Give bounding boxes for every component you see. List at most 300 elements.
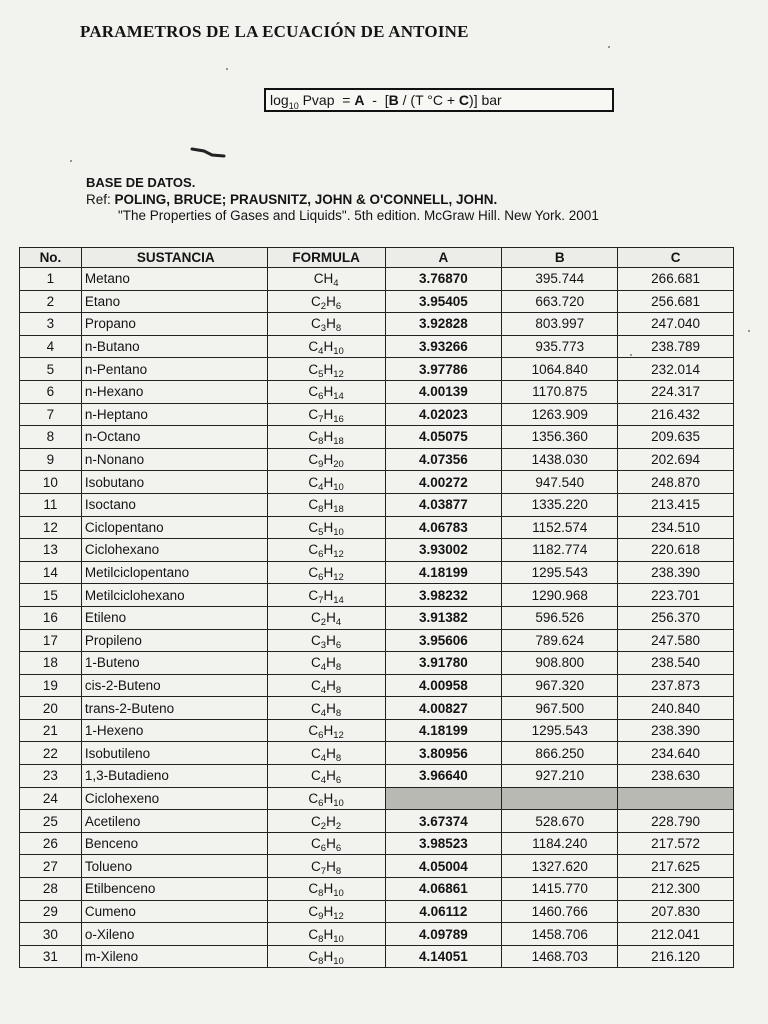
formula-subscript: 4 [320, 707, 327, 719]
row-formula [267, 606, 385, 629]
row-number: 29 [20, 900, 82, 923]
row-param-a: 4.06861 [385, 878, 502, 901]
formula-subscript: 8 [335, 752, 342, 764]
formula-subscript: 7 [318, 413, 324, 425]
row-param-b: 1415.770 [502, 878, 618, 901]
formula-element: C [308, 587, 319, 603]
row-substance: Etano [81, 290, 267, 313]
row-param-a: 3.98523 [385, 832, 502, 855]
row-param-a: 4.00958 [385, 674, 502, 697]
table-body [20, 268, 734, 968]
row-formula [267, 652, 385, 675]
row-number: 30 [20, 923, 82, 946]
reference-label: Ref: [86, 192, 111, 207]
row-formula [267, 923, 385, 946]
formula-subscript: 3 [320, 639, 327, 651]
row-param-c: 238.390 [618, 561, 734, 584]
formula-element: C [308, 497, 319, 513]
row-param-c: 224.317 [618, 380, 734, 403]
formula-element: C [308, 926, 319, 942]
table-row [20, 832, 734, 855]
row-substance: Etilbenceno [81, 878, 267, 901]
row-param-c: 212.300 [618, 878, 734, 901]
table-row [20, 652, 734, 675]
row-substance: Etileno [81, 606, 267, 629]
row-number: 19 [20, 674, 82, 697]
row-substance: 1-Buteno [81, 652, 267, 675]
formula-element: C [308, 542, 319, 558]
row-formula [267, 313, 385, 336]
row-param-a: 4.06783 [385, 516, 502, 539]
row-param-a: 4.00827 [385, 697, 502, 720]
row-param-c: 238.390 [618, 719, 734, 742]
row-formula [267, 403, 385, 426]
table-row [20, 539, 734, 562]
table-row [20, 313, 734, 336]
header-formula: FORMULA [267, 248, 385, 268]
row-substance: Isoctano [81, 493, 267, 516]
row-formula [267, 787, 385, 810]
row-param-c: 223.701 [618, 584, 734, 607]
row-param-a: 3.91780 [385, 652, 502, 675]
table-row [20, 674, 734, 697]
row-param-a: 4.03877 [385, 493, 502, 516]
row-formula [267, 380, 385, 403]
formula-element: C [311, 813, 321, 829]
formula-element: C [311, 655, 321, 671]
row-param-a: 3.96640 [385, 765, 502, 788]
formula-subscript: 6 [335, 775, 342, 787]
formula-element: H [323, 723, 334, 739]
formula-element: C [308, 452, 319, 468]
row-param-a: 4.07356 [385, 448, 502, 471]
equation-param-a: A [354, 92, 365, 108]
row-formula [267, 878, 385, 901]
formula-element: C [311, 316, 321, 332]
row-formula [267, 832, 385, 855]
row-number: 23 [20, 765, 82, 788]
row-param-a: 4.00139 [385, 380, 502, 403]
row-substance: Propano [81, 313, 267, 336]
formula-subscript: 7 [320, 865, 327, 877]
row-param-b: 947.540 [502, 471, 618, 494]
row-param-c: 238.630 [618, 765, 734, 788]
table-row [20, 358, 734, 381]
formula-subscript: 2 [320, 617, 327, 629]
row-formula [267, 855, 385, 878]
formula-subscript: 9 [318, 910, 324, 922]
row-substance: 1-Hexeno [81, 719, 267, 742]
row-param-b: 866.250 [502, 742, 618, 765]
row-param-c: 248.870 [618, 471, 734, 494]
row-formula [267, 516, 385, 539]
equation-param-b: B [388, 92, 399, 108]
row-substance: n-Heptano [81, 403, 267, 426]
formula-subscript: 6 [318, 572, 324, 584]
row-param-b: 1295.543 [502, 719, 618, 742]
row-param-b: 1458.706 [502, 923, 618, 946]
formula-subscript: 18 [333, 436, 344, 448]
formula-element: H [323, 429, 334, 445]
formula-subscript: 12 [333, 368, 344, 380]
table-row [20, 403, 734, 426]
table-row [20, 719, 734, 742]
row-param-c: 220.618 [618, 539, 734, 562]
table-row [20, 923, 734, 946]
row-number: 2 [20, 290, 82, 313]
table-row [20, 742, 734, 765]
formula-element: H [323, 384, 334, 400]
row-formula [267, 448, 385, 471]
row-param-c: 234.640 [618, 742, 734, 765]
formula-subscript: 8 [318, 504, 324, 516]
reference-line [86, 192, 497, 207]
row-formula [267, 719, 385, 742]
equation-tail: )] bar [469, 92, 502, 108]
table-row [20, 426, 734, 449]
formula-element: C [308, 519, 319, 535]
row-number: 27 [20, 855, 82, 878]
row-param-c: 216.120 [618, 945, 734, 968]
formula-element: H [326, 316, 336, 332]
table-row [20, 878, 734, 901]
row-substance: Acetileno [81, 810, 267, 833]
formula-subscript: 10 [333, 933, 344, 945]
row-substance: 1,3-Butadieno [81, 765, 267, 788]
row-formula [267, 358, 385, 381]
row-number: 7 [20, 403, 82, 426]
row-formula [267, 268, 385, 291]
formula-element: C [311, 700, 321, 716]
table-row [20, 290, 734, 313]
formula-subscript: 9 [318, 459, 324, 471]
row-substance: Ciclohexano [81, 539, 267, 562]
table-row [20, 448, 734, 471]
row-param-c: 217.625 [618, 855, 734, 878]
table-row [20, 584, 734, 607]
formula-subscript: 2 [335, 820, 342, 832]
antoine-equation-box [264, 88, 614, 112]
equation-middle: - [ [364, 92, 389, 108]
formula-element: H [323, 474, 334, 490]
table-row [20, 945, 734, 968]
formula-element: C [308, 949, 319, 965]
equation-lhs: Pvap = [298, 92, 355, 108]
table-row [20, 606, 734, 629]
formula-subscript: 8 [318, 956, 324, 968]
row-param-a: 3.93266 [385, 335, 502, 358]
formula-subscript: 12 [333, 910, 344, 922]
formula-element: H [326, 858, 336, 874]
row-param-a: 4.09789 [385, 923, 502, 946]
header-c: C [618, 248, 734, 268]
row-formula [267, 629, 385, 652]
row-param-b: 908.800 [502, 652, 618, 675]
row-param-c: 234.510 [618, 516, 734, 539]
formula-subscript: 2 [320, 300, 327, 312]
formula-element: C [308, 429, 319, 445]
row-substance: cis-2-Buteno [81, 674, 267, 697]
row-number: 20 [20, 697, 82, 720]
row-param-c: 216.432 [618, 403, 734, 426]
formula-subscript: 5 [318, 526, 324, 538]
formula-subscript: 2 [320, 820, 327, 832]
formula-element: C [311, 293, 321, 309]
formula-subscript: 6 [318, 391, 324, 403]
row-formula [267, 493, 385, 516]
row-param-b: 927.210 [502, 765, 618, 788]
row-number: 31 [20, 945, 82, 968]
equation-param-c: C [458, 92, 470, 108]
formula-subscript: 10 [333, 797, 344, 809]
formula-element: C [308, 565, 319, 581]
row-formula [267, 697, 385, 720]
row-param-b: 1182.774 [502, 539, 618, 562]
row-number: 11 [20, 493, 82, 516]
row-param-b: 789.624 [502, 629, 618, 652]
row-param-c: 217.572 [618, 832, 734, 855]
row-param-c: 238.789 [618, 335, 734, 358]
formula-subscript: 10 [333, 888, 344, 900]
formula-subscript: 10 [333, 481, 344, 493]
row-param-b: 1468.703 [502, 945, 618, 968]
row-substance: m-Xileno [81, 945, 267, 968]
table-row [20, 516, 734, 539]
formula-element: H [323, 452, 334, 468]
row-param-b: 1290.968 [502, 584, 618, 607]
row-param-c: 240.840 [618, 697, 734, 720]
row-number: 21 [20, 719, 82, 742]
row-substance: n-Butano [81, 335, 267, 358]
row-param-a: 4.02023 [385, 403, 502, 426]
row-param-c: 213.415 [618, 493, 734, 516]
formula-element: C [308, 339, 319, 355]
row-param-b: 803.997 [502, 313, 618, 336]
formula-subscript: 8 [335, 662, 342, 674]
formula-element: H [323, 565, 334, 581]
row-substance: trans-2-Buteno [81, 697, 267, 720]
row-param-a: 3.76870 [385, 268, 502, 291]
formula-subscript: 5 [318, 368, 324, 380]
row-param-c: 212.041 [618, 923, 734, 946]
row-number: 24 [20, 787, 82, 810]
formula-element: H [323, 497, 334, 513]
formula-element: C [311, 632, 321, 648]
row-param-a: 3.91382 [385, 606, 502, 629]
row-number: 12 [20, 516, 82, 539]
row-formula [267, 742, 385, 765]
table-row [20, 493, 734, 516]
formula-element: C [311, 677, 321, 693]
row-param-b: 1170.875 [502, 380, 618, 403]
row-param-b: 596.526 [502, 606, 618, 629]
row-number: 16 [20, 606, 82, 629]
row-param-b: 967.320 [502, 674, 618, 697]
table-row [20, 855, 734, 878]
formula-subscript: 4 [320, 752, 327, 764]
row-param-a: 4.18199 [385, 719, 502, 742]
table-row [20, 810, 734, 833]
row-param-b: 1295.543 [502, 561, 618, 584]
formula-subscript: 6 [335, 300, 342, 312]
row-param-c [618, 787, 734, 810]
row-substance: Cumeno [81, 900, 267, 923]
row-param-a: 3.98232 [385, 584, 502, 607]
formula-element: H [323, 271, 334, 287]
row-substance: Ciclopentano [81, 516, 267, 539]
formula-element: H [326, 768, 336, 784]
row-number: 5 [20, 358, 82, 381]
formula-element: H [323, 361, 334, 377]
row-param-b: 1327.620 [502, 855, 618, 878]
row-substance: Metano [81, 268, 267, 291]
table-row [20, 787, 734, 810]
row-param-c: 232.014 [618, 358, 734, 381]
formula-subscript: 10 [333, 346, 344, 358]
formula-subscript: 8 [335, 684, 342, 696]
row-number: 9 [20, 448, 82, 471]
formula-element: C [308, 384, 319, 400]
row-substance: Metilciclopentano [81, 561, 267, 584]
formula-element: C [308, 361, 319, 377]
row-formula [267, 539, 385, 562]
formula-subscript: 8 [318, 436, 324, 448]
row-number: 8 [20, 426, 82, 449]
row-param-c: 266.681 [618, 268, 734, 291]
formula-element: H [323, 790, 334, 806]
row-param-b: 967.500 [502, 697, 618, 720]
row-formula [267, 290, 385, 313]
row-substance: n-Pentano [81, 358, 267, 381]
row-param-a: 3.95606 [385, 629, 502, 652]
formula-element: C [311, 858, 321, 874]
formula-subscript: 8 [335, 707, 342, 719]
row-substance: Propileno [81, 629, 267, 652]
formula-element: C [308, 406, 319, 422]
row-param-c: 228.790 [618, 810, 734, 833]
row-param-b [502, 787, 618, 810]
formula-subscript: 4 [335, 617, 342, 629]
row-number: 22 [20, 742, 82, 765]
row-param-c: 207.830 [618, 900, 734, 923]
reference-book: "The Properties of Gases and Liquids". 5th edition. McGraw Hill. New York. 2001 [118, 208, 599, 223]
row-substance: n-Hexano [81, 380, 267, 403]
formula-element: H [323, 949, 334, 965]
row-param-c: 238.540 [618, 652, 734, 675]
formula-subscript: 4 [318, 346, 324, 358]
formula-subscript: 6 [318, 730, 324, 742]
equation-log: log [270, 92, 289, 108]
formula-subscript: 20 [333, 459, 344, 471]
formula-subscript: 18 [333, 504, 344, 516]
formula-subscript: 8 [318, 933, 324, 945]
formula-subscript: 6 [318, 549, 324, 561]
header-substance: SUSTANCIA [81, 248, 267, 268]
table-header-row [20, 248, 734, 268]
row-param-a: 4.05075 [385, 426, 502, 449]
row-number: 25 [20, 810, 82, 833]
row-number: 1 [20, 268, 82, 291]
row-substance: Metilciclohexano [81, 584, 267, 607]
antoine-table [19, 247, 734, 968]
formula-element: C [308, 903, 319, 919]
formula-subscript: 10 [333, 956, 344, 968]
row-param-b: 1460.766 [502, 900, 618, 923]
row-param-b: 395.744 [502, 268, 618, 291]
row-number: 15 [20, 584, 82, 607]
formula-element: C [308, 790, 319, 806]
row-param-a: 3.93002 [385, 539, 502, 562]
table-row [20, 268, 734, 291]
row-number: 6 [20, 380, 82, 403]
formula-subscript: 8 [335, 865, 342, 877]
formula-element: H [323, 339, 334, 355]
equation-log-base: 10 [288, 100, 299, 111]
pen-stroke-mark [190, 146, 230, 158]
table-row [20, 697, 734, 720]
header-a: A [385, 248, 502, 268]
row-param-a: 3.97786 [385, 358, 502, 381]
row-number: 17 [20, 629, 82, 652]
row-param-b: 1356.360 [502, 426, 618, 449]
row-param-b: 1438.030 [502, 448, 618, 471]
row-param-c: 247.040 [618, 313, 734, 336]
reference-authors: POLING, BRUCE; PRAUSNITZ, JOHN & O'CONNELL, JOHN. [114, 192, 498, 207]
formula-element: H [323, 881, 334, 897]
table-row [20, 561, 734, 584]
formula-element: C [313, 271, 324, 287]
row-param-a: 3.95405 [385, 290, 502, 313]
equation-slash: / (T °C + [398, 92, 459, 108]
row-param-b: 1064.840 [502, 358, 618, 381]
table-row [20, 380, 734, 403]
row-param-a: 3.80956 [385, 742, 502, 765]
row-formula [267, 426, 385, 449]
table-row [20, 900, 734, 923]
row-param-c: 209.635 [618, 426, 734, 449]
formula-element: H [326, 745, 336, 761]
formula-element: C [308, 474, 319, 490]
database-title: BASE DE DATOS. [86, 175, 196, 190]
formula-subscript: 3 [320, 323, 327, 335]
formula-subscript: 4 [320, 684, 327, 696]
formula-element: H [326, 700, 336, 716]
row-param-a: 3.92828 [385, 313, 502, 336]
page-title: PARAMETROS DE LA ECUACIÓN DE ANTOINE [80, 22, 469, 41]
formula-subscript: 12 [333, 572, 344, 584]
formula-subscript: 4 [318, 481, 324, 493]
row-param-c: 202.694 [618, 448, 734, 471]
formula-subscript: 4 [333, 278, 339, 290]
formula-element: H [326, 293, 336, 309]
formula-element: H [323, 519, 334, 535]
row-param-c: 237.873 [618, 674, 734, 697]
formula-subscript: 4 [320, 662, 327, 674]
formula-subscript: 10 [333, 526, 344, 538]
row-formula [267, 561, 385, 584]
row-number: 18 [20, 652, 82, 675]
row-number: 28 [20, 878, 82, 901]
formula-element: H [326, 836, 336, 852]
row-param-a [385, 787, 502, 810]
row-param-a: 3.67374 [385, 810, 502, 833]
row-formula [267, 674, 385, 697]
formula-element: H [323, 542, 334, 558]
row-param-a: 4.05004 [385, 855, 502, 878]
row-formula [267, 335, 385, 358]
formula-element: H [326, 632, 336, 648]
row-param-a: 4.00272 [385, 471, 502, 494]
